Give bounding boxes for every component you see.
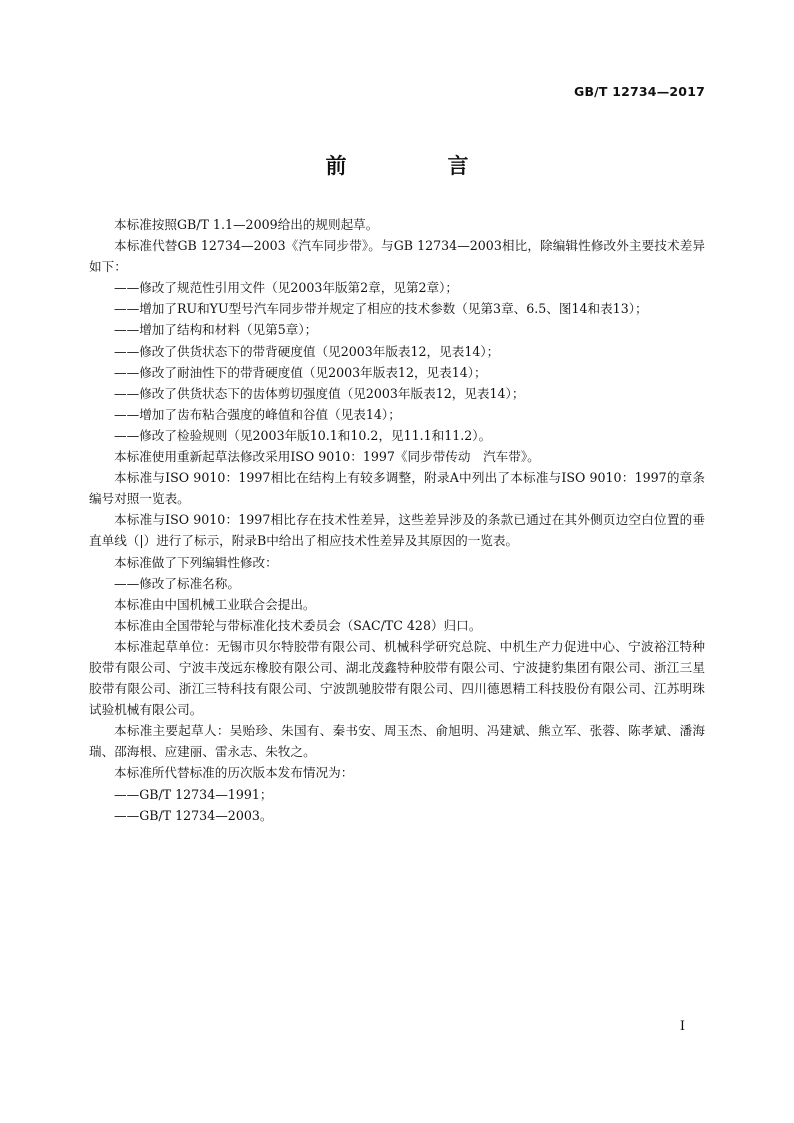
list-item: ——修改了供货状态下的带背硬度值（见2003年版表12，见表14）； [114, 343, 500, 359]
list-item: ——增加了结构和材料（见第5章）； [114, 322, 318, 338]
paragraph: 本标准与ISO 9010：1997相比存在技术性差异，这些差异涉及的条款已通过在其外侧页边空白位置的垂直单线（|）进行了标示，附录B中给出了相应技术性差异及其原因的一览表。 [89, 512, 705, 549]
paragraph: 本标准使用重新起草法修改采用ISO 9010：1997《同步带传动 汽车带》。 [114, 449, 540, 465]
page-title: 前 言 [325, 154, 509, 178]
list-item: ——修改了耐油性下的带背硬度值（见2003年版表12，见表14）； [114, 364, 487, 380]
paragraph: 本标准按照GB/T 1.1—2009给出的规则起草。 [114, 217, 379, 232]
foreword-body [89, 214, 705, 826]
page-number: I [679, 1019, 685, 1034]
paragraph: 本标准所代替标准的历次版本发布情况为： [114, 765, 354, 781]
list-item: ——修改了检验规则（见2003年版10.1和10.2，见11.1和11.2）。 [114, 427, 492, 443]
paragraph: 本标准代替GB 12734—2003《汽车同步带》。与GB 12734—2003相比，除编辑性修改外主要技术差异如下： [89, 238, 705, 275]
standard-code: GB/T 12734—2017 [573, 84, 705, 99]
list-item: ——增加了齿布粘合强度的峰值和谷值（见表14）； [114, 406, 401, 422]
paragraph: 本标准起草单位：无锡市贝尔特胶带有限公司、机械科学研究总院、中机生产力促进中心、宁波裕江特种胶带有限公司、宁波丰茂远东橡胶有限公司、湖北茂鑫特种胶带有限公司、宁波捷豹集团有限公司、浙江三星胶带有限公司、浙江三特科技有限公司、宁波凯驰胶带有限公司、四川德恩精工科技股份有限公司、江苏明珠试验机械有限公司。 [89, 638, 705, 718]
paragraph: 本标准由全国带轮与带标准化技术委员会（SAC/TC 428）归口。 [114, 617, 482, 633]
list-item: ——增加了RU和YU型号汽车同步带并规定了相应的技术参数（见第3章、6.5、图14和表13）； [114, 301, 648, 317]
list-item: ——GB/T 12734—2003。 [114, 807, 273, 823]
list-item: ——修改了供货状态下的齿体剪切强度值（见2003年版表12，见表14）； [114, 385, 525, 401]
paragraph: 本标准由中国机械工业联合会提出。 [114, 596, 316, 612]
list-item: ——修改了规范性引用文件（见2003年版第2章，见第2章）； [114, 280, 459, 296]
list-item: ——修改了标准名称。 [114, 575, 240, 591]
list-item: ——GB/T 12734—1991； [114, 786, 273, 802]
paragraph: 本标准主要起草人：吴贻珍、朱国有、秦书安、周玉杰、俞旭明、冯建斌、熊立军、张蓉、陈孝斌、潘海瑞、邵海根、应建丽、雷永志、朱牧之。 [89, 723, 705, 760]
paragraph: 本标准与ISO 9010：1997相比在结构上有较多调整，附录A中列出了本标准与ISO 9010：1997的章条编号对照一览表。 [89, 470, 705, 507]
paragraph: 本标准做了下列编辑性修改： [114, 554, 278, 570]
